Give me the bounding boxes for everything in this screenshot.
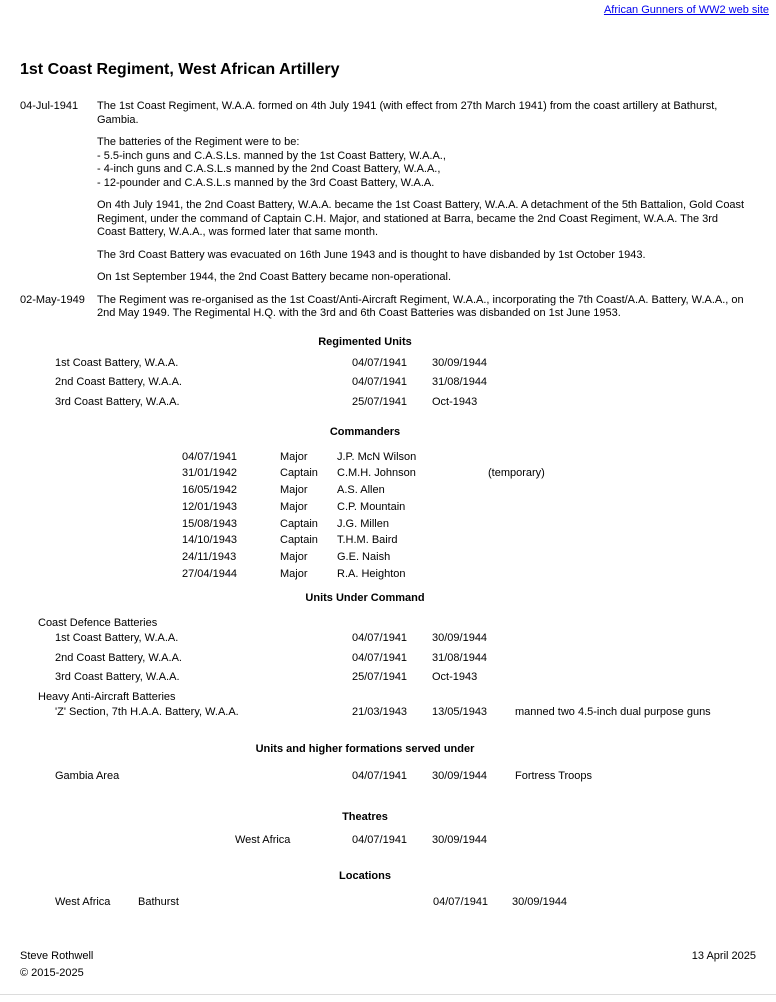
table-row: [0, 671, 730, 684]
table-row: [0, 396, 730, 409]
history-entry-date: 02-May-1949: [20, 293, 85, 306]
table-row: [0, 706, 730, 719]
table-row: [0, 896, 730, 909]
table-row: [0, 357, 730, 370]
footer-author: Steve Rothwell: [20, 950, 94, 962]
commander-date: 12/01/1943: [182, 500, 238, 513]
table-row: [0, 632, 730, 645]
date-from: 04/07/1941: [352, 376, 408, 388]
batteries-intro: The batteries of the Regiment were to be:: [97, 136, 300, 148]
date-to: Oct-1943: [432, 671, 478, 684]
theatre-name: West Africa: [235, 833, 291, 846]
table-row: [0, 551, 730, 564]
group-label: Heavy Anti-Aircraft Batteries: [38, 690, 176, 703]
date-to: 30/09/1944: [432, 769, 488, 782]
commander-date: 04/07/1941: [182, 450, 238, 463]
commander-rank: Major: [280, 551, 308, 564]
date-to: 30/09/1944: [512, 895, 568, 908]
unit-note: [515, 671, 730, 684]
unit-name: 'Z' Section, 7th H.A.A. Battery, W.A.A.: [55, 705, 239, 718]
battery-item: - 12-pounder and C.A.S.L.s manned by the 3rd Coast Battery, W.A.A.: [97, 176, 435, 189]
unit-note: [515, 652, 730, 665]
date-to: 13/05/1943: [432, 705, 488, 718]
commander-name: G.E. Naish: [337, 551, 391, 564]
unit-note: [515, 632, 730, 645]
section-higher-formations: [0, 743, 730, 783]
commander-date: 16/05/1942: [182, 484, 238, 497]
date-from: 04/07/1941: [352, 769, 408, 782]
table-row: [0, 534, 730, 547]
unit-name: 1st Coast Battery, W.A.A.: [55, 356, 179, 369]
date-from: 04/07/1941: [433, 895, 489, 908]
commander-date: 14/10/1943: [182, 534, 238, 547]
date-from: 21/03/1943: [352, 705, 408, 718]
date-from: 04/07/1941: [352, 632, 408, 645]
section-regimented-units: [0, 336, 730, 409]
unit-name: 2nd Coast Battery, W.A.A.: [55, 376, 182, 388]
section-heading: Theatres: [342, 810, 388, 823]
table-row: [0, 770, 730, 783]
table-row: [0, 834, 730, 847]
site-link-row: [604, 4, 769, 16]
paragraph-batteries: [97, 136, 745, 190]
commander-note: [488, 534, 730, 547]
date-from: 25/07/1941: [352, 395, 408, 408]
section-commanders: [0, 426, 730, 582]
table-row: [0, 501, 730, 514]
history-entry-text: [97, 100, 745, 285]
date-to: Oct-1943: [432, 395, 478, 408]
section-heading: Regimented Units: [318, 335, 412, 348]
formation-note: Fortress Troops: [515, 769, 593, 782]
formation-name: Gambia Area: [55, 769, 120, 782]
commander-name: R.A. Heighton: [337, 568, 406, 581]
date-from: 04/07/1941: [352, 651, 408, 664]
commander-rank: Major: [280, 450, 308, 463]
unit-name: 3rd Coast Battery, W.A.A.: [55, 671, 180, 684]
commander-note: [488, 568, 730, 581]
section-heading: Units and higher formations served under: [255, 742, 475, 755]
table-row: [0, 451, 730, 464]
section-heading: Units Under Command: [305, 592, 425, 605]
history: [0, 100, 776, 321]
date-to: 30/09/1944: [432, 356, 488, 369]
commander-note: [488, 501, 730, 514]
footer-author-block: [20, 950, 93, 984]
paragraph-nonoperational: On 1st September 1944, the 2nd Coast Battery became non-operational.: [97, 271, 452, 283]
commander-name: C.P. Mountain: [337, 500, 406, 513]
commander-date: 15/08/1943: [182, 517, 238, 530]
commander-name: J.P. McN Wilson: [337, 450, 417, 463]
unit-note: manned two 4.5-inch dual purpose guns: [515, 705, 711, 718]
table-row: [0, 484, 730, 497]
bottom-divider: [0, 994, 776, 995]
battery-item: - 4-inch guns and C.A.S.L.s manned by the 2nd Coast Battery, W.A.A.,: [97, 163, 441, 175]
commander-name: C.M.H. Johnson: [337, 467, 416, 480]
commander-note: [488, 518, 730, 531]
site-link[interactable]: African Gunners of WW2 web site: [603, 4, 769, 16]
table-row: [0, 518, 730, 531]
section-theatres: [0, 811, 730, 847]
commander-name: T.H.M. Baird: [337, 534, 398, 547]
footer-copyright: © 2015-2025: [20, 967, 84, 979]
history-entry: [0, 100, 776, 285]
paragraph-evacuated: The 3rd Coast Battery was evacuated on 16th June 1943 and is thought to have disbanded by 1st October 1943.: [97, 248, 646, 261]
commander-date: 27/04/1944: [182, 568, 238, 581]
commander-rank: Major: [280, 500, 308, 513]
table-row: [0, 467, 730, 480]
commander-rank: Captain: [280, 517, 318, 530]
section-units-under-command: [0, 592, 730, 719]
unit-name: 2nd Coast Battery, W.A.A.: [55, 651, 182, 664]
section-locations: [0, 870, 730, 909]
commander-rank: Captain: [280, 467, 318, 480]
group-label: Coast Defence Batteries: [38, 617, 158, 630]
commander-date: 31/01/1942: [182, 467, 238, 480]
commander-note: [488, 551, 730, 564]
battery-item: - 5.5-inch guns and C.A.S.Ls. manned by the 1st Coast Battery, W.A.A.,: [97, 149, 446, 162]
date-from: 04/07/1941: [352, 833, 408, 846]
paragraph-reorganised: The Regiment was re-organised as the 1st Coast/Anti-Aircraft Regiment, W.A.A., incorporating the 7th Coast/A.A. Battery, W.A.A., on 2nd May 1949. The Regimental H.Q. with the 3rd and 6th Coast Batteries was disbanded on 1st June 1953.: [97, 293, 744, 319]
date-from: 25/07/1941: [352, 671, 408, 684]
page-title: 1st Coast Regiment, West African Artillery: [20, 61, 340, 78]
date-to: 30/09/1944: [432, 632, 488, 645]
date-to: 30/09/1944: [432, 833, 488, 846]
footer: [20, 950, 756, 984]
unit-name: 1st Coast Battery, W.A.A.: [55, 632, 179, 645]
commander-name: A.S. Allen: [337, 484, 385, 497]
history-entry: [0, 294, 776, 321]
commander-rank: Major: [280, 484, 308, 497]
commander-rank: Captain: [280, 534, 318, 547]
commander-note: [488, 484, 730, 497]
commander-note: [488, 451, 730, 464]
table-row: [0, 652, 730, 665]
table-row: [0, 568, 730, 581]
footer-date: 13 April 2025: [691, 950, 756, 962]
commander-rank: Major: [280, 568, 308, 581]
commander-name: J.G. Millen: [337, 517, 389, 530]
paragraph-formed: The 1st Coast Regiment, W.A.A. formed on 4th July 1941 (with effect from 27th March 1941) from the coast artillery at Bathurst, Gambia.: [97, 100, 718, 126]
date-to: 31/08/1944: [432, 651, 488, 664]
location-place: Bathurst: [138, 895, 179, 908]
location-theatre: West Africa: [55, 895, 111, 908]
commander-note: (temporary): [488, 467, 545, 480]
section-heading: Locations: [339, 869, 391, 882]
unit-name: 3rd Coast Battery, W.A.A.: [55, 395, 180, 408]
section-heading: Commanders: [329, 425, 401, 438]
history-entry-date: 04-Jul-1941: [20, 100, 79, 112]
date-from: 04/07/1941: [352, 356, 408, 369]
history-entry-text: [97, 294, 745, 321]
table-row: [0, 376, 730, 389]
date-to: 31/08/1944: [432, 376, 488, 388]
commander-date: 24/11/1943: [182, 551, 237, 564]
paragraph-renumber: On 4th July 1941, the 2nd Coast Battery, W.A.A. became the 1st Coast Battery, W.A.A. A detachment of the 5th Battalion, Gold Coast Regiment, under the command of Captain C.H. Major, and stationed at Barra, became the 2nd Coast Regiment, W.A.A. The 3rd Coast Battery, W.A.A., was formed later that same month.: [97, 199, 745, 238]
